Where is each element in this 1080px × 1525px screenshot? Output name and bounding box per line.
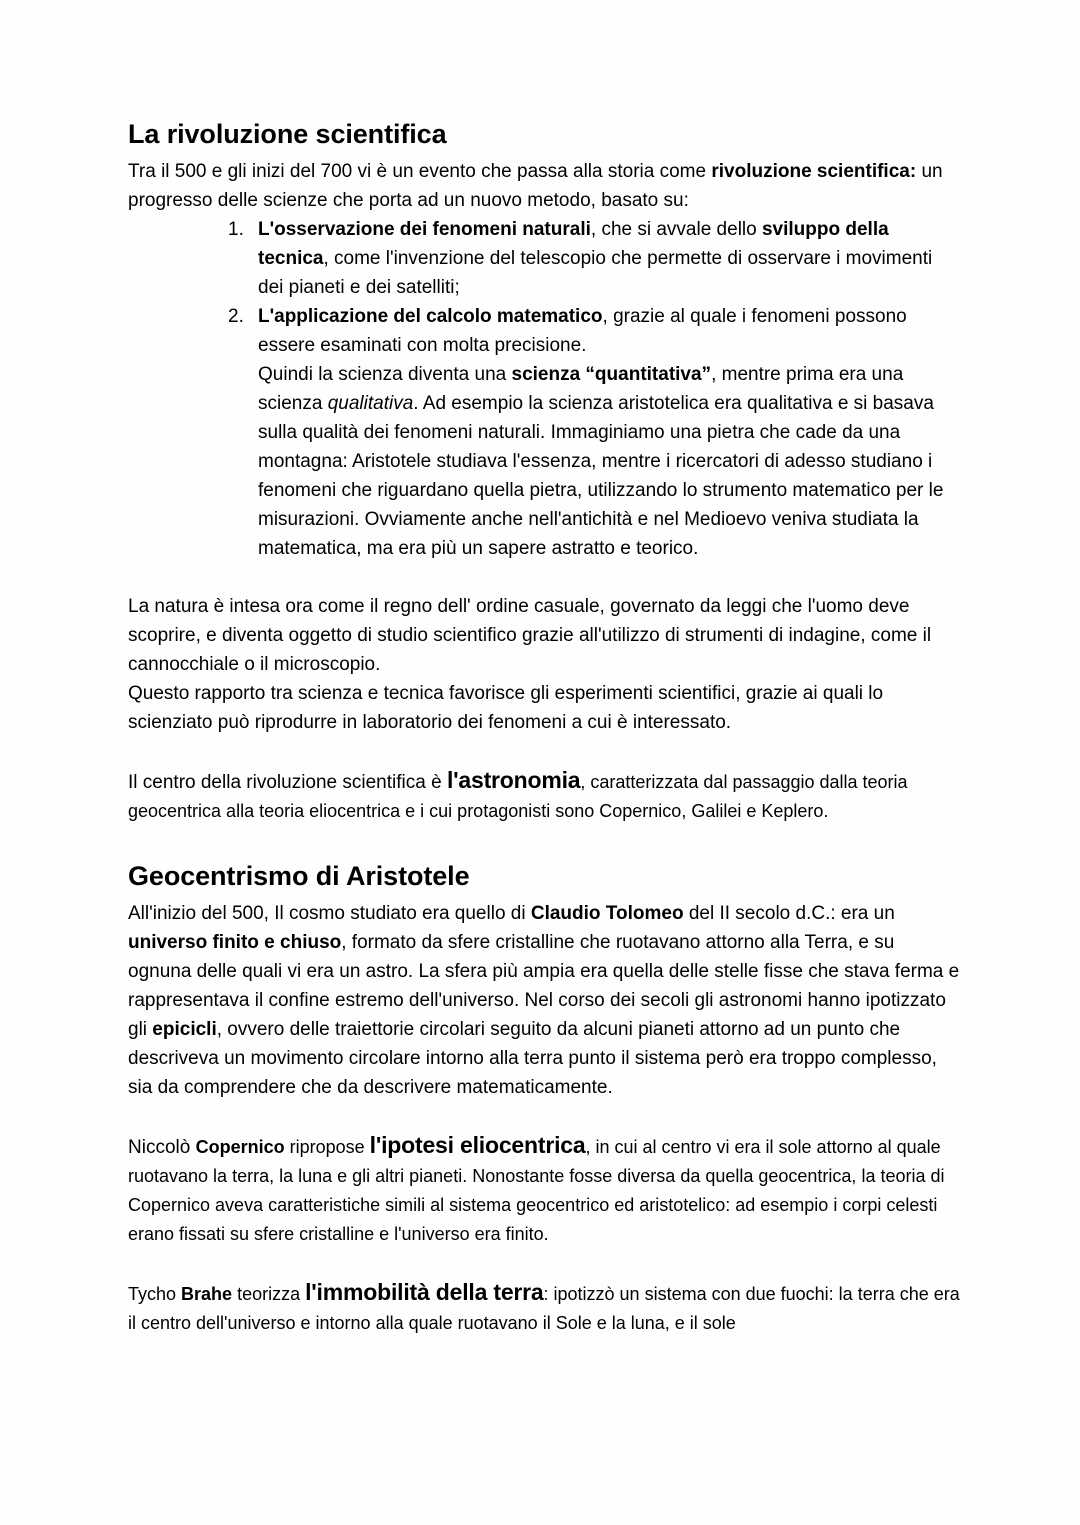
sub-text-1: Quindi la scienza diventa una	[258, 363, 512, 385]
astronomy-paragraph	[128, 766, 960, 826]
copernico-bold-2: l'ipotesi eliocentrica	[369, 1131, 586, 1158]
section-title-geocentrismo: Geocentrismo di Aristotele	[128, 860, 470, 891]
tolomeo-text-3: , formato da sfere cristalline che ruotavano attorno alla Terra, e su ognuna delle quali vi era un astro. La sfera più ampia era quella delle stelle fisse che stava ferma e rappresentava il confine estremo dell'universo. Nel corso dei secoli gli astronomi hanno ipotizzato gli	[128, 931, 960, 1040]
brahe-text-2: teorizza	[232, 1283, 306, 1304]
copernico-paragraph	[128, 1131, 960, 1249]
list-item-2-bold-1: L'applicazione del calcolo matematico	[258, 305, 603, 327]
sub-italic-1: qualitativa	[327, 392, 414, 414]
copernico-text-2: ripropose	[284, 1136, 370, 1157]
spacer	[128, 737, 960, 766]
sub-text-3: . Ad esempio la scienza aristotelica era qualitativa e si basava sulla qualità dei fenomeni naturali. Immaginiamo una pietra che cade da una montagna: Aristotele studiava l'essenza, mentre i ricercatori di adesso studiano i fenomeni che riguardano quella pietra, utilizzando lo strumento matematico per le misurazioni. Ovviamente anche nell'antichità e nel Medioevo veniva studiata la matematica, ma era più un sapere astratto e teorico.	[258, 392, 944, 559]
list-item	[128, 215, 960, 302]
list-item-2-text-1: , grazie al quale i fenomeni possono essere esaminati con molta precisione.	[258, 305, 907, 356]
copernico-bold-1: Copernico	[195, 1136, 285, 1157]
brahe-text-3: : ipotizzò un sistema con due fuochi: la terra che era il centro dell'universo e intorno alla quale ruotavano il Sole e la luna, e il sole	[128, 1283, 960, 1333]
astronomy-text-1: Il centro della rivoluzione scientifica è	[128, 771, 447, 793]
intro-paragraph	[128, 157, 960, 215]
astronomy-text-2: , caratterizzata dal passaggio dalla teoria geocentrica alla teoria eliocentrica e i cui protagonisti sono Copernico, Galilei e Keplero.	[128, 771, 908, 821]
tolomeo-text-2: del II secolo d.C.: era un	[683, 902, 895, 924]
brahe-paragraph	[128, 1278, 960, 1338]
list-item-1-bold-2: sviluppo della tecnica	[258, 218, 889, 269]
intro-bold-1: rivoluzione scientifica:	[711, 160, 917, 182]
list-item-2-subparagraph	[258, 360, 960, 563]
list-item-1-text-2: , come l'invenzione del telescopio che permette di osservare i movimenti dei pianeti e dei satelliti;	[258, 247, 933, 298]
spacer	[128, 563, 960, 592]
spacer	[128, 1249, 960, 1278]
tolomeo-text-4: , ovvero delle traiettorie circolari seguito da alcuni pianeti attorno ad un punto che descriveva un movimento circolare intorno alla terra punto il sistema però era troppo complesso, sia da comprendere che da descrivere matematicamente.	[128, 1018, 937, 1098]
tolomeo-bold-1: Claudio Tolomeo	[530, 902, 684, 924]
intro-text-2: un progresso delle scienze che porta ad un nuovo metodo, basato su:	[128, 160, 943, 211]
copernico-text-1: Niccolò	[128, 1136, 196, 1158]
tolomeo-bold-2: universo finito e chiuso	[128, 931, 342, 953]
brahe-text-1: Tycho	[128, 1283, 182, 1304]
copernico-text-3: , in cui al centro vi era il sole attorno al quale ruotavano la terra, la luna e gli altri pianeti. Nonostante fosse diversa da quella geocentrica, la teoria di Copernico aveva caratteristiche simili al sistema geocentrico ed aristotelico: ad esempio i corpi celesti erano fissati su sfere cristalline e l'universo era finito.	[128, 1136, 945, 1244]
sub-text-2: , mentre prima era una scienza	[258, 363, 904, 414]
list-item-1-bold-1: L'osservazione dei fenomeni naturali	[258, 218, 591, 240]
tolomeo-bold-3: epicicli	[152, 1018, 217, 1040]
intro-text-1: Tra il 500 e gli inizi del 700 vi è un evento che passa alla storia come	[128, 160, 712, 182]
experiments-paragraph: Questo rapporto tra scienza e tecnica favorisce gli esperimenti scientifici, grazie ai quali lo scienziato può riprodurre in laboratorio dei fenomeni a cui è interessato.	[128, 682, 884, 733]
brahe-bold-1: Brahe	[181, 1283, 233, 1304]
astronomy-bold-1: l'astronomia	[446, 766, 581, 793]
document-body	[128, 118, 960, 1338]
nature-paragraph: La natura è intesa ora come il regno dell' ordine casuale, governato da leggi che l'uomo deve scoprire, e diventa oggetto di studio scientifico grazie all'utilizzo di strumenti di indagine, come il cannocchiale o il microscopio.	[128, 595, 932, 675]
list-item	[128, 302, 960, 563]
brahe-bold-2: l'immobilità della terra	[305, 1278, 544, 1305]
method-list	[128, 215, 960, 563]
page-title: La rivoluzione scientifica	[128, 119, 447, 149]
tolomeo-paragraph	[128, 899, 960, 1102]
spacer	[128, 1102, 960, 1131]
sub-bold-1: scienza “quantitativa”	[511, 363, 712, 385]
tolomeo-text-1: All'inizio del 500, Il cosmo studiato era quello di	[128, 902, 531, 924]
list-item-1-text-1: , che si avvale dello	[590, 218, 762, 240]
